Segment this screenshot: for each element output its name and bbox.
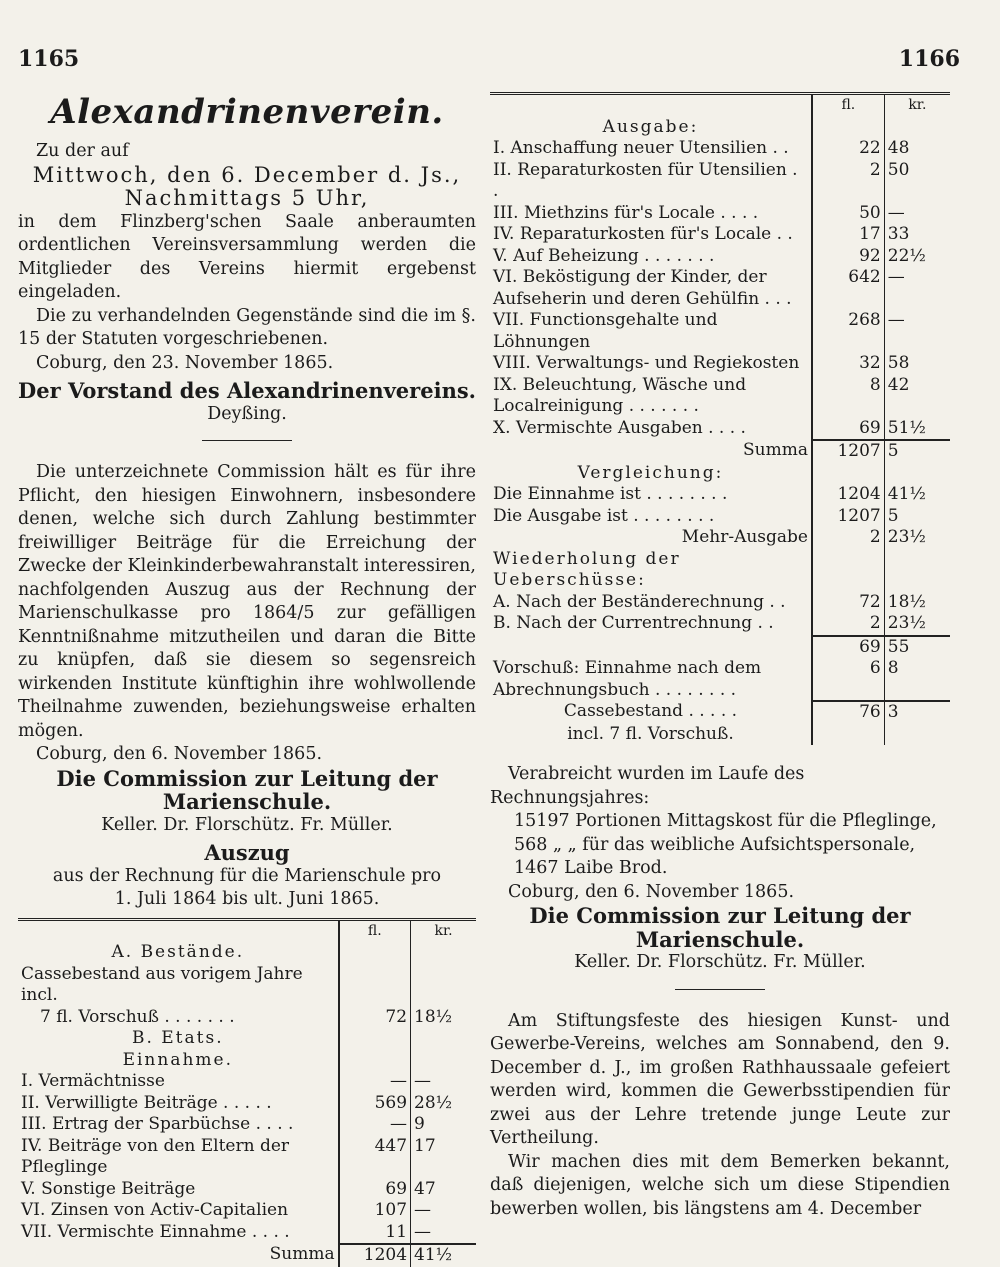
col-fl-header: fl.: [339, 919, 411, 942]
row-fl: 92: [812, 246, 884, 268]
row-fl: [812, 724, 884, 746]
row-fl: 268: [812, 310, 884, 353]
invitation-line-2: Mittwoch, den 6. December d. Js.,: [32, 162, 462, 187]
commission-names: Keller. Dr. Florschütz. Fr. Müller.: [101, 814, 393, 835]
row-fl: [812, 549, 884, 592]
income-table: [18, 918, 476, 1267]
row-kr: —: [414, 1221, 432, 1242]
signature-name: Deyßing.: [207, 403, 287, 424]
row-label: Mehr-Ausgabe: [681, 527, 808, 547]
row-fl: 6: [812, 658, 884, 701]
excerpt-title: Auszug: [204, 840, 290, 865]
row-label: IV. Reparaturkosten für's Locale . .: [493, 224, 793, 244]
row-fl: 22: [812, 138, 884, 160]
table-row: [18, 1136, 476, 1179]
right-column: [490, 92, 950, 1221]
row-kr: 5: [887, 505, 899, 526]
table-row: [18, 1244, 476, 1267]
table-row: [490, 724, 950, 746]
row-kr: [884, 724, 950, 746]
row-fl: 2: [812, 160, 884, 203]
table-row: [490, 375, 950, 418]
row-label: B. Etats.: [131, 1028, 224, 1048]
table-row: [18, 1114, 476, 1136]
table-row: [18, 1093, 476, 1115]
page-number-right: 1166: [898, 46, 960, 72]
row-label: VIII. Verwaltungs- und Regiekosten: [493, 353, 800, 373]
row-label: VII. Functionsgehalte und Löhnungen: [493, 310, 718, 352]
row-kr: —: [414, 1071, 432, 1091]
expense-table: [490, 92, 950, 745]
row-kr: 5: [884, 440, 950, 463]
distribution-names: Keller. Dr. Florschütz. Fr. Müller.: [574, 952, 866, 972]
row-kr: 33: [887, 224, 910, 244]
row-label: Cassebestand . . . . .: [563, 701, 738, 721]
row-kr: 55: [884, 636, 950, 659]
row-kr: 58: [887, 353, 910, 373]
row-kr: 18½: [887, 591, 926, 612]
row-kr: [884, 549, 950, 592]
commission-signature: Die Commission zur Leitung der Marienschule.: [56, 765, 438, 814]
row-fl: [339, 1028, 411, 1050]
row-kr: [411, 964, 476, 1007]
row-kr: [884, 463, 950, 485]
row-label: X. Vermischte Ausgaben . . . .: [493, 417, 746, 438]
row-fl: 72: [812, 592, 884, 614]
table-row: [18, 964, 476, 1007]
table-row: [490, 613, 950, 636]
row-kr: 8: [887, 658, 899, 678]
row-fl: 32: [812, 353, 884, 375]
row-label: Ausgabe:: [602, 116, 699, 137]
table-row: [18, 1222, 476, 1245]
row-fl: [339, 964, 411, 1007]
row-label: II. Verwilligte Beiträge . . . . .: [21, 1092, 272, 1113]
row-fl: 69: [812, 418, 884, 441]
row-kr: 48: [887, 138, 910, 158]
row-label: II. Reparaturkosten für Utensilien . .: [493, 159, 798, 201]
row-label: 7 fl. Vorschuß . . . . . . .: [40, 1006, 235, 1027]
separator: [675, 989, 765, 990]
row-label: III. Ertrag der Sparbüchse . . . .: [21, 1114, 294, 1134]
signature-organization: Der Vorstand des Alexandrinenvereins.: [18, 378, 476, 403]
table-row: [490, 117, 950, 139]
distribution-line-2: 568 „ „ für das weibliche Aufsichtspersonale,: [514, 834, 916, 855]
row-label: Die Ausgabe ist . . . . . . . .: [493, 505, 715, 526]
row-kr: [411, 942, 476, 964]
row-kr: 23½: [887, 613, 926, 633]
row-fl: 1207: [812, 506, 884, 528]
distribution-intro: Verabreicht wurden im Laufe des Rechnungsjahres:: [490, 764, 805, 808]
row-fl: 569: [339, 1093, 411, 1115]
table-row: [490, 246, 950, 268]
table-row: [490, 310, 950, 353]
row-label: Einnahme.: [122, 1049, 233, 1070]
table-row: [490, 463, 950, 485]
row-label: Summa: [269, 1244, 335, 1264]
row-fl: 1207: [812, 440, 884, 463]
table-header: [490, 94, 950, 117]
table-row: [490, 484, 950, 506]
row-fl: 8: [812, 375, 884, 418]
row-fl: 69: [339, 1179, 411, 1201]
row-label: IV. Beiträge von den Eltern der Pfleglinge: [21, 1135, 290, 1177]
row-fl: 642: [812, 267, 884, 310]
distribution-line-1: 15197 Portionen Mittagskost für die Pfleglinge,: [514, 811, 937, 831]
row-label: Vorschuß: Einnahme nach dem Abrechnungsbuch . . . . . . . .: [493, 658, 762, 700]
row-label: IX. Beleuchtung, Wäsche und Localreinigung . . . . . . .: [493, 374, 747, 416]
row-fl: 76: [812, 701, 884, 724]
row-kr: [411, 1028, 476, 1050]
table-row: [490, 527, 950, 549]
table-row: [490, 549, 950, 592]
table-row: [490, 592, 950, 614]
row-fl: 447: [339, 1136, 411, 1179]
row-kr: [411, 1050, 476, 1072]
distribution-line-3: 1467 Laibe Brod.: [514, 858, 668, 878]
row-fl: 11: [339, 1222, 411, 1245]
row-kr: 3: [884, 701, 950, 724]
table-row: [490, 701, 950, 724]
row-kr: [884, 117, 950, 139]
table-row: [490, 138, 950, 160]
col-kr-header: kr.: [411, 919, 476, 942]
row-label: Die Einnahme ist . . . . . . . .: [493, 484, 728, 504]
commission-date: Coburg, den 6. November 1865.: [36, 744, 323, 764]
table-row: [490, 440, 950, 463]
distribution-signature: Die Commission zur Leitung der Marienschule.: [529, 903, 911, 952]
row-label: I. Vermächtnisse: [21, 1071, 165, 1091]
row-label: incl. 7 fl. Vorschuß.: [567, 723, 734, 744]
table-row: [490, 636, 950, 659]
row-fl: 72: [339, 1007, 411, 1029]
row-fl: —: [339, 1114, 411, 1136]
row-label: VI. Beköstigung der Kinder, der Aufseherin und deren Gehülfin . . .: [493, 267, 792, 309]
table-header: [18, 919, 476, 942]
notice-title: Alexandrinenverein.: [50, 92, 444, 132]
row-fl: 2: [812, 527, 884, 549]
table-row: [18, 1050, 476, 1072]
row-fl: 1204: [339, 1244, 411, 1267]
row-fl: 107: [339, 1200, 411, 1222]
invitation-date: Coburg, den 23. November 1865.: [36, 352, 334, 373]
table-row: [18, 1028, 476, 1050]
row-kr: 47: [414, 1178, 436, 1199]
row-kr: 18½: [414, 1006, 453, 1027]
row-label: VII. Vermischte Einnahme . . . .: [21, 1221, 290, 1242]
row-label: VI. Zinsen von Activ-Capitalien: [21, 1200, 289, 1220]
separator: [202, 440, 292, 441]
table-row: [18, 1071, 476, 1093]
row-label: V. Sonstige Beiträge: [21, 1178, 196, 1199]
col-kr-header: kr.: [884, 94, 950, 117]
row-label: Cassebestand aus vorigem Jahre incl.: [21, 963, 303, 1005]
invitation-agenda: Die zu verhandelnden Gegenstände sind die im §. 15 der Statuten vorgeschriebenen.: [18, 305, 476, 349]
row-kr: 9: [414, 1114, 425, 1134]
table-row: [490, 353, 950, 375]
stipend-notice: Am Stiftungsfeste des hiesigen Kunst- und Gewerbe-Vereins, welches am Sonnabend, den 9. December d. J., im großen Rathhaussaale gefeiert werden wird, kommen die Gewerbsstipendien für zwei aus der Lehre tretende junge Leute zur Vertheilung.: [490, 1010, 950, 1148]
stipend-notice-2: Wir machen dies mit dem Bemerken bekannt, daß diejenigen, welche sich um diese Stipendien bewerben wollen, bis längstens am 4. December: [490, 1151, 950, 1219]
row-fl: 2: [812, 613, 884, 636]
row-kr: —: [414, 1200, 432, 1220]
row-kr: 28½: [414, 1092, 453, 1113]
row-fl: [339, 1050, 411, 1072]
row-label: I. Anschaffung neuer Utensilien . .: [493, 138, 789, 158]
table-row: [18, 942, 476, 964]
table-row: [490, 203, 950, 225]
row-label: Wiederholung der Ueberschüsse:: [493, 548, 681, 590]
commission-text: Die unterzeichnete Commission hält es für ihre Pflicht, den hiesigen Einwohnern, insbesondere denen, welche sich durch Zahlung bestimmter freiwilliger Beiträge für die Erreichung der Zwecke der Kleinkinderbewahranstalt interessiren, nachfolgenden Auszug aus der Rechnung der Marienschulkasse pro 1864/5 zur gefälligen Kenntnißnahme mitzutheilen und daran die Bitte zu knüpfen, daß sie diesem so segensreich wirkenden Institute künftighin ihre wohlwollende Theilnahme zuwenden, beziehungsweise erhalten mögen.: [18, 462, 476, 741]
table-row: [18, 1179, 476, 1201]
row-label: Summa: [743, 440, 808, 460]
row-kr: 50: [887, 159, 910, 180]
row-fl: [339, 942, 411, 964]
table-row: [490, 658, 950, 701]
excerpt-subtitle: aus der Rechnung für die Marienschule pro: [52, 865, 442, 886]
row-fl: 50: [812, 203, 884, 225]
table-row: [18, 1007, 476, 1029]
row-kr: 17: [414, 1135, 436, 1156]
row-kr: 41½: [411, 1244, 476, 1267]
excerpt-period: 1. Juli 1864 bis ult. Juni 1865.: [114, 889, 380, 909]
table-row: [490, 160, 950, 203]
row-kr: —: [887, 267, 905, 287]
page-number-left: 1165: [18, 46, 80, 72]
row-kr: 51½: [887, 417, 926, 438]
table-row: [490, 506, 950, 528]
row-fl: 1204: [812, 484, 884, 506]
row-label: Vergleichung:: [577, 462, 724, 483]
row-kr: —: [887, 202, 905, 223]
table-row: [18, 1200, 476, 1222]
row-label: III. Miethzins für's Locale . . . .: [493, 202, 759, 223]
row-fl: [812, 463, 884, 485]
row-fl: 69: [812, 636, 884, 659]
invitation-line-3: Nachmittags 5 Uhr,: [124, 186, 370, 210]
invitation-line-1: Zu der auf: [36, 141, 129, 161]
row-label: A. Bestände.: [111, 942, 245, 962]
left-column: [18, 88, 476, 1267]
table-row: [490, 224, 950, 246]
row-kr: 41½: [887, 484, 926, 504]
row-kr: 23½: [887, 527, 926, 547]
row-kr: 42: [887, 374, 910, 395]
table-row: [490, 267, 950, 310]
invitation-body: in dem Flinzberg'schen Saale anberaumten ordentlichen Vereinsversammlung werden die Mitglieder des Vereins hiermit ergebenst eingeladen.: [18, 211, 476, 302]
row-label: V. Auf Beheizung . . . . . . .: [493, 245, 715, 266]
row-fl: [812, 117, 884, 139]
row-kr: —: [887, 310, 905, 330]
distribution-date: Coburg, den 6. November 1865.: [508, 881, 795, 902]
table-row: [490, 418, 950, 441]
row-fl: —: [339, 1071, 411, 1093]
row-label: A. Nach der Beständerechnung . .: [493, 591, 786, 612]
col-fl-header: fl.: [812, 94, 884, 117]
row-fl: 17: [812, 224, 884, 246]
row-label: [490, 636, 812, 659]
row-kr: 22½: [887, 245, 926, 266]
row-label: B. Nach der Currentrechnung . .: [493, 613, 774, 633]
